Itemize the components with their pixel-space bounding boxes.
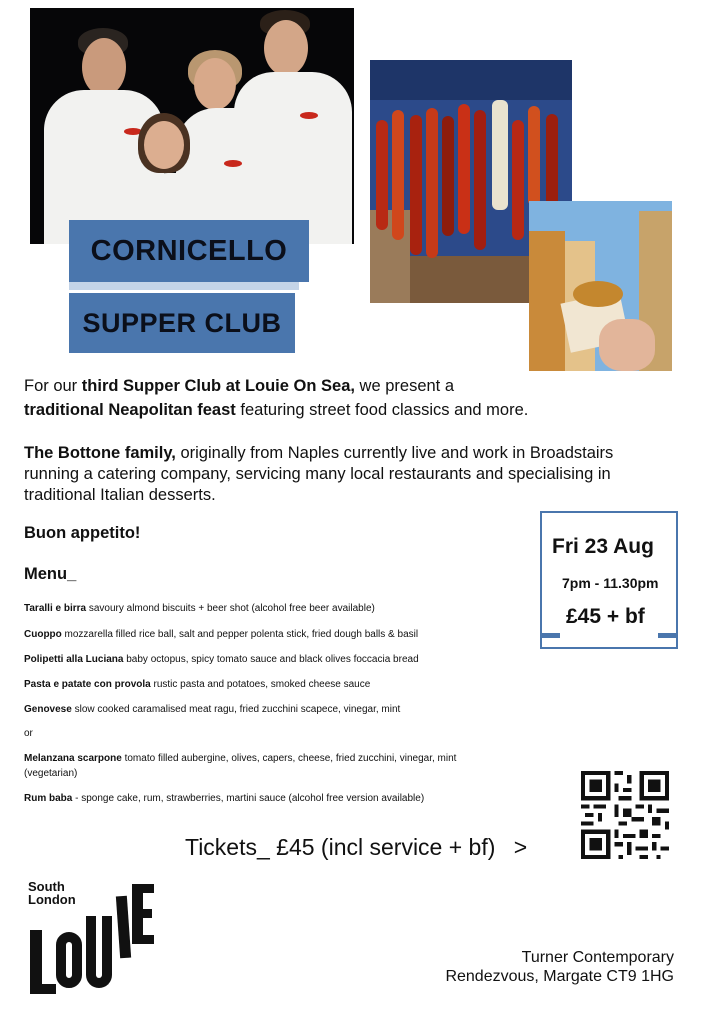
event-details-box [540, 511, 678, 649]
title-line-1: CORNICELLO [90, 234, 288, 267]
title-banner-cornicello [69, 220, 309, 282]
box-accent-left [540, 633, 560, 638]
title-banner-supper-club [69, 293, 295, 353]
menu-heading: Menu_ [24, 565, 77, 583]
tickets-link[interactable] [185, 834, 527, 861]
menu-item: Genovese slow cooked caramalised meat ragu, fried zucchini scapece, vinegar, mint [24, 704, 401, 715]
title-line-2: SUPPER CLUB [82, 307, 282, 338]
family-photo [30, 8, 354, 244]
intro-line-3: The Bottone family, originally from Naples currently live and work in Broadstairs [24, 444, 614, 462]
address-line-1: Turner Contemporary [521, 949, 674, 966]
banner-shadow [69, 282, 299, 290]
menu-item: Pasta e patate con provola rustic pasta and potatoes, smoked cheese sauce [24, 679, 371, 690]
box-accent-right [658, 633, 678, 638]
intro-line-1: For our third Supper Club at Louie On Sea, we present a [24, 377, 455, 395]
logo-tagline-2: London [28, 892, 76, 907]
event-price: £45 + bf [566, 605, 645, 628]
greeting: Buon appetito! [24, 524, 141, 542]
menu-item: Melanzana scarpone tomato filled aubergine, olives, capers, cheese, fried zucchini, vinegar, mint [24, 753, 457, 764]
intro-line-2: traditional Neapolitan feast featuring street food classics and more. [24, 401, 529, 419]
intro-line-5: traditional Italian desserts. [24, 486, 216, 504]
qr-code[interactable] [581, 771, 669, 859]
street-food-photo [529, 201, 672, 371]
arrow-right-icon: > [513, 834, 528, 860]
intro-line-4: running a catering company, servicing many local restaurants and specialising in [24, 465, 611, 483]
event-time: 7pm - 11.30pm [562, 575, 659, 591]
menu-item: Rum baba - sponge cake, rum, strawberries, martini sauce (alcohol free version available) [24, 793, 425, 804]
logo-tagline-1: South [28, 879, 65, 894]
menu-item: Taralli e birra savoury almond biscuits + beer shot (alcohol free beer available) [24, 603, 375, 614]
menu-item: Polipetti alla Luciana baby octopus, spicy tomato sauce and black olives foccacia bread [24, 654, 419, 665]
tickets-text: Tickets_ £45 (incl service + bf) [185, 834, 496, 860]
menu-item: Cuoppo mozzarella filled rice ball, salt and pepper polenta stick, fried dough balls & basil [24, 629, 419, 640]
louie-logo [26, 880, 156, 1000]
event-date: Fri 23 Aug [552, 535, 654, 558]
address-line-2: Rendezvous, Margate CT9 1HG [445, 968, 674, 985]
menu-item-note: (vegetarian) [24, 768, 78, 779]
menu-or: or [24, 728, 33, 739]
